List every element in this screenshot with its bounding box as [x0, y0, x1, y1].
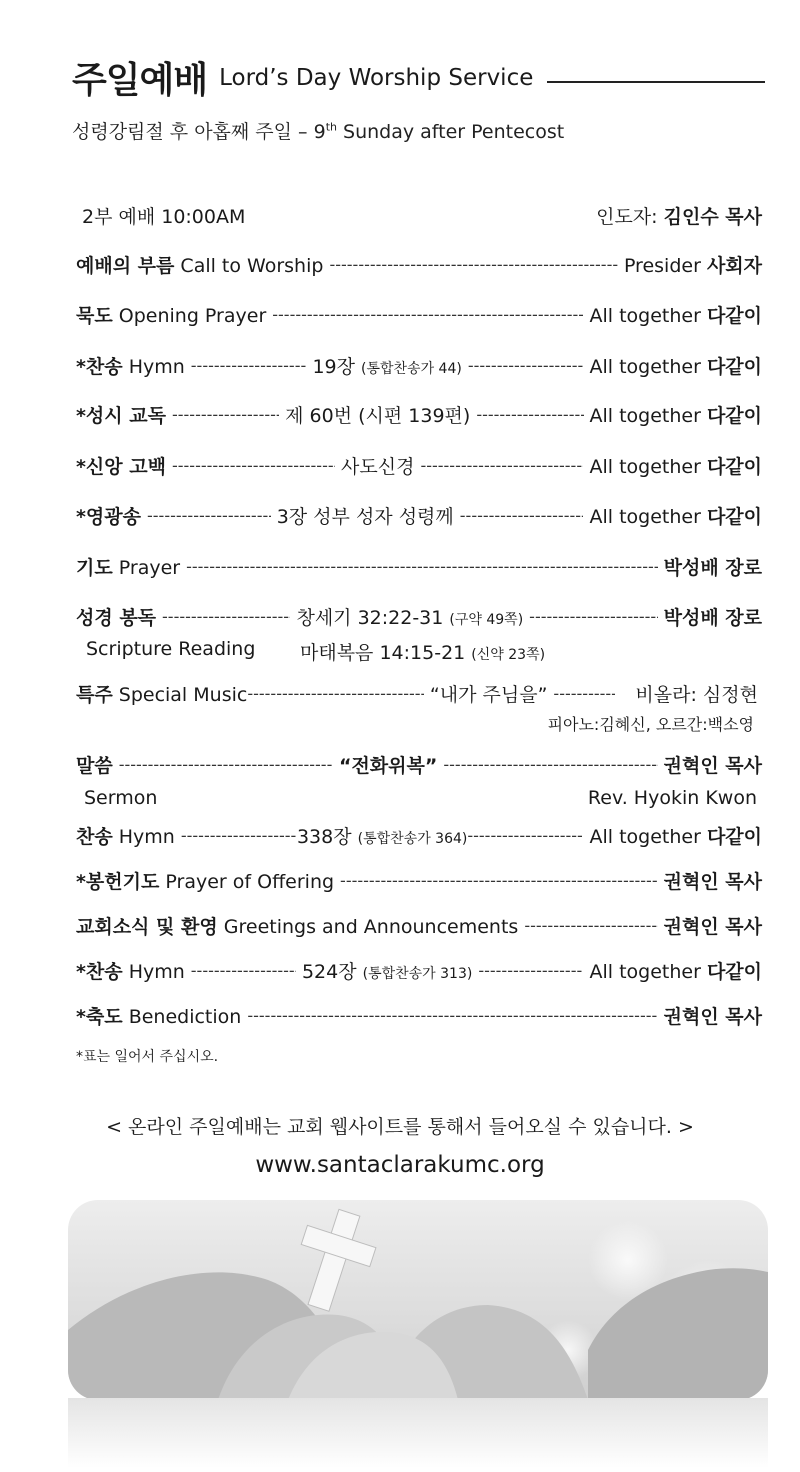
item-center-main: 338장 — [296, 825, 358, 848]
item-title-ko: 특주 — [76, 683, 113, 706]
special-sub: 피아노:김혜신, 오르간:백소영 — [547, 715, 754, 734]
item-title — [76, 251, 323, 278]
order-row-scripture — [76, 601, 762, 631]
item-right-ko: 다같이 — [706, 960, 762, 983]
scripture-sub-left: Scripture Reading — [86, 638, 256, 660]
item-right-en: All together — [589, 455, 707, 478]
leader-name: 김인수 목사 — [663, 205, 762, 228]
dash-leader — [191, 356, 307, 375]
item-title — [76, 680, 247, 707]
item-right-ko: 다같이 — [706, 825, 762, 848]
dash-leader — [186, 557, 658, 576]
online-notice: < 온라인 주일예배는 교회 웹사이트를 통해서 들어오실 수 있습니다. > — [106, 1116, 694, 1138]
item-right-ko: 다같이 — [706, 455, 762, 478]
item-right-ko: 다같이 — [706, 404, 763, 427]
item-right-en: All together — [589, 355, 707, 378]
dash-leader — [147, 506, 271, 525]
item-title-ko: 예배의 부름 — [76, 254, 175, 277]
item-center — [312, 352, 461, 379]
item-right — [589, 957, 762, 984]
standing-note: *표는 일어서 주십시오. — [76, 1049, 219, 1065]
item-title-ko: *찬송 — [76, 960, 123, 983]
title-english: Lord’s Day Worship Service — [219, 64, 534, 91]
header — [72, 52, 772, 144]
dash-leader — [524, 916, 657, 935]
item-center — [302, 957, 472, 984]
item-title-ko: *영광송 — [76, 505, 141, 528]
order-row-offering-prayer — [76, 865, 762, 895]
dash-leader — [529, 607, 657, 626]
order-row-hymn-2 — [76, 820, 762, 850]
dash-leader — [191, 961, 296, 980]
item-right-ko: 권혁인 목사 — [663, 1005, 762, 1028]
item-right — [589, 301, 762, 328]
item-title-ko: *축도 — [76, 1005, 123, 1028]
item-title-ko: *봉헌기도 — [76, 870, 160, 893]
item-right-ko: 박성배 장로 — [663, 606, 762, 629]
leader — [596, 202, 762, 229]
title-korean: 주일예배 — [72, 60, 208, 101]
item-title-ko: 기도 — [76, 556, 113, 579]
item-right-ko: 권혁인 목사 — [663, 915, 762, 938]
order-row-call-to-worship — [76, 249, 762, 279]
hands-cross-illustration — [68, 1200, 768, 1400]
item-right-en: Presider — [623, 254, 707, 277]
sermon-sub-left: Sermon — [84, 787, 158, 809]
item-title — [76, 553, 180, 580]
photo-reflection — [68, 1398, 768, 1468]
dash-leader — [478, 961, 583, 980]
item-title-en: Hymn — [122, 355, 185, 378]
hands-cross-photo — [68, 1200, 768, 1400]
item-right-en: All together — [589, 505, 707, 528]
item-right-en: All together — [589, 825, 707, 848]
item-title — [76, 301, 266, 328]
item-right — [589, 452, 762, 479]
dash-leader — [443, 755, 657, 774]
item-title-en: Call to Worship — [174, 254, 324, 277]
item-center: “내가 주님을” — [429, 683, 548, 706]
item-center: 3장 성부 성자 성령께 — [276, 505, 454, 528]
item-right: 비올라: 심정현 — [635, 683, 758, 706]
dash-leader — [460, 506, 584, 525]
item-title-en: Benediction — [122, 1005, 242, 1028]
dash-leader — [468, 356, 584, 375]
dash-leader — [476, 405, 583, 424]
subtitle-sup: th — [325, 120, 337, 134]
item-right-ko: 다같이 — [706, 304, 762, 327]
item-right-en: All together — [589, 404, 707, 427]
scripture-sub-center — [300, 638, 545, 665]
item-right-ko: 박성배 장로 — [663, 556, 762, 579]
item-right — [590, 401, 763, 428]
item-right-en: All together — [589, 304, 707, 327]
item-center-small: (구약 49쪽) — [449, 611, 524, 628]
item-center-main: 창세기 32:22-31 — [296, 606, 450, 629]
item-title-en: Opening Prayer — [112, 304, 267, 327]
item-right — [589, 822, 762, 849]
item-center-small: (통합찬송가 313) — [362, 965, 473, 982]
order-row-hymn-3 — [76, 955, 762, 985]
item-center-main: 524장 — [301, 960, 363, 983]
order-row-creed — [76, 450, 762, 480]
title-row — [72, 52, 772, 103]
dash-leader — [420, 456, 583, 475]
item-center-small: (통합찬송가 44) — [361, 360, 462, 377]
dash-leader — [553, 684, 615, 703]
order-row-psalter — [76, 399, 762, 429]
item-right-ko: 사회자 — [706, 254, 762, 277]
service-row — [76, 200, 762, 230]
order-row-opening-prayer — [76, 299, 762, 329]
order-row-special-music — [76, 678, 762, 708]
item-title-ko: 묵도 — [76, 304, 113, 327]
dash-leader — [272, 305, 583, 324]
item-title-en: Prayer — [112, 556, 181, 579]
item-title — [76, 912, 518, 939]
church-website-link[interactable]: www.santaclarakumc.org — [255, 1152, 545, 1178]
item-title-ko: 찬송 — [76, 825, 113, 848]
item-title-en: Prayer of Offering — [159, 870, 335, 893]
item-right — [589, 502, 762, 529]
scripture-sub-main: 마태복음 14:15-21 — [300, 642, 472, 664]
order-row-prayer — [76, 551, 762, 581]
item-right-en: All together — [589, 960, 707, 983]
item-title — [76, 957, 185, 984]
item-center — [296, 603, 523, 630]
item-center-main: 19장 — [312, 355, 362, 378]
order-row-gloria — [76, 500, 762, 530]
item-title-ko: *신앙 고백 — [76, 455, 166, 478]
sermon-sub-right: Rev. Hyokin Kwon — [587, 787, 757, 809]
item-right-ko: 권혁인 목사 — [663, 870, 762, 893]
item-center — [297, 822, 467, 849]
item-title — [76, 352, 185, 379]
item-title-en: Greetings and Announcements — [217, 915, 519, 938]
item-title-ko: 말씀 — [76, 754, 113, 777]
title-rule — [547, 81, 765, 83]
dash-leader — [162, 607, 290, 626]
item-title-ko: *성시 교독 — [76, 404, 166, 427]
order-row-sermon — [76, 749, 762, 779]
dash-leader — [340, 871, 658, 890]
item-title-ko: *찬송 — [76, 355, 123, 378]
subtitle — [72, 117, 772, 144]
subtitle-pre: 성령강림절 후 아홉째 주일 – 9 — [72, 121, 326, 143]
item-center: 사도신경 — [341, 455, 415, 478]
item-right — [624, 251, 762, 278]
dash-leader — [329, 255, 617, 274]
dash-leader — [247, 684, 424, 703]
item-center-small: (통합찬송가 364) — [357, 830, 468, 847]
leader-label: 인도자: — [596, 205, 664, 228]
item-title — [76, 822, 175, 849]
dash-leader — [467, 826, 583, 845]
item-title-en: Special Music — [112, 683, 248, 706]
item-title-en: Hymn — [122, 960, 185, 983]
dash-leader — [247, 1006, 657, 1025]
item-title — [76, 1002, 241, 1029]
item-right — [589, 352, 762, 379]
item-center: “전화위복” — [338, 754, 438, 777]
dash-leader — [172, 456, 335, 475]
service-time: 2부 예배 10:00AM — [82, 205, 246, 228]
dash-leader — [172, 405, 279, 424]
dash-leader — [181, 826, 297, 845]
order-row-announcements — [76, 910, 762, 940]
item-right-ko: 다같이 — [706, 355, 762, 378]
item-right-ko: 권혁인 목사 — [663, 754, 763, 777]
subtitle-post: Sunday after Pentecost — [336, 121, 565, 143]
order-row-hymn-1 — [76, 350, 762, 380]
item-title-ko: 교회소식 및 환영 — [76, 915, 218, 938]
scripture-sub-small: (신약 23쪽) — [471, 647, 546, 663]
item-right-ko: 다같이 — [706, 505, 762, 528]
item-title-en: Hymn — [112, 825, 175, 848]
item-title-ko: 성경 봉독 — [76, 606, 157, 629]
dash-leader — [119, 755, 333, 774]
order-row-benediction — [76, 1000, 762, 1030]
item-center: 제 60번 (시편 139편) — [285, 404, 471, 427]
item-title — [76, 867, 334, 894]
